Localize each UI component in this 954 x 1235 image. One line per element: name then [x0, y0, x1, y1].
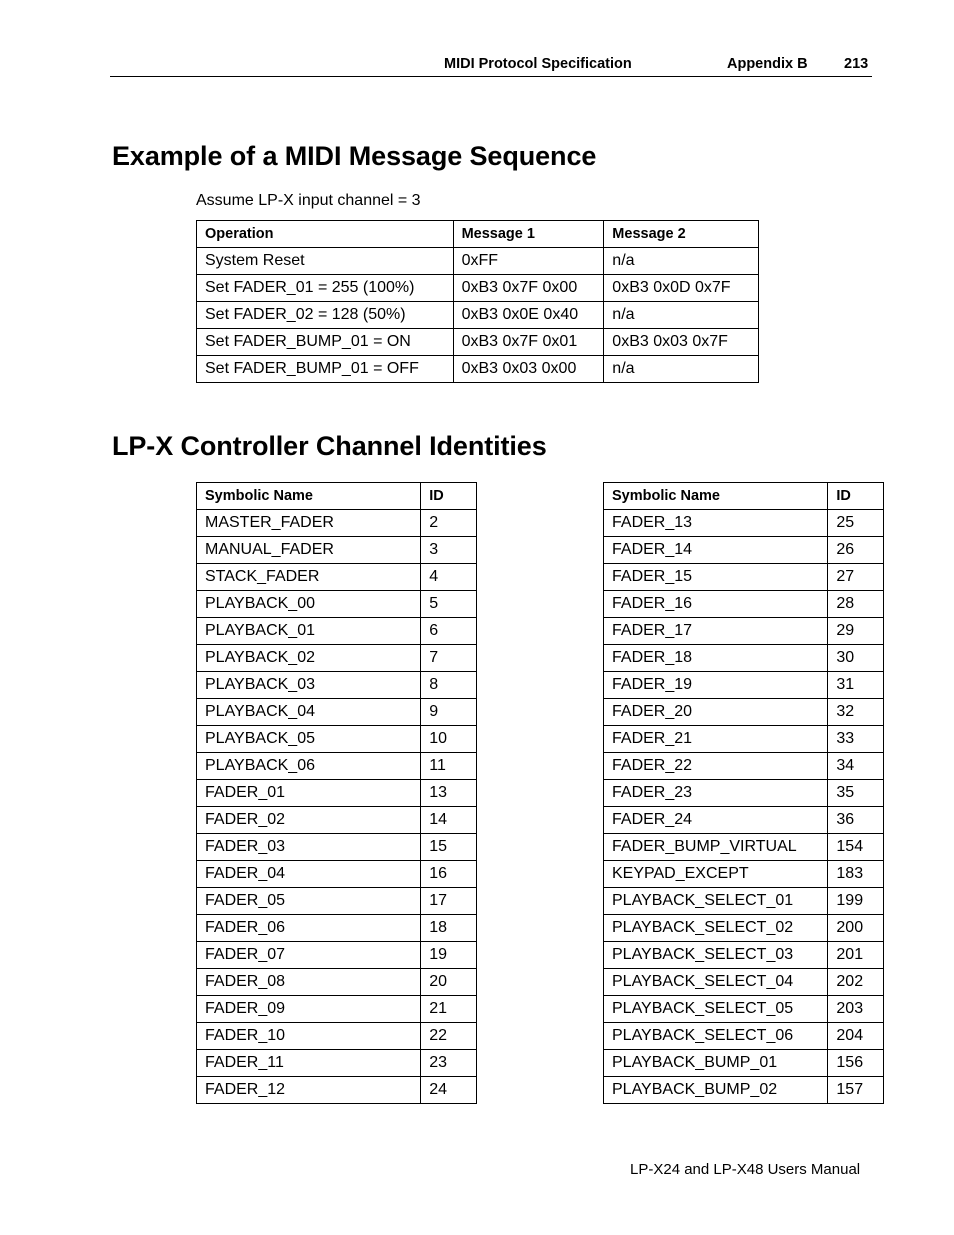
table-cell: 23 [421, 1050, 477, 1077]
table-row [197, 248, 759, 275]
table-row [197, 915, 477, 942]
table-row [604, 699, 884, 726]
table-cell: 204 [828, 1023, 884, 1050]
table-row [197, 942, 477, 969]
table-cell: 203 [828, 996, 884, 1023]
table-cell: FADER_21 [604, 726, 828, 753]
table-row [604, 1023, 884, 1050]
table-header-row [197, 483, 477, 510]
table-cell: 0xB3 0x03 0x7F [604, 329, 759, 356]
table-cell: 0xB3 0x7F 0x01 [453, 329, 604, 356]
table-row [604, 537, 884, 564]
table-cell: FADER_20 [604, 699, 828, 726]
table-cell: 22 [421, 1023, 477, 1050]
section-title-midi-sequence: Example of a MIDI Message Sequence [112, 141, 597, 171]
table-cell: FADER_19 [604, 672, 828, 699]
table-cell: 2 [421, 510, 477, 537]
table-cell: FADER_12 [197, 1077, 421, 1104]
table-cell: MANUAL_FADER [197, 537, 421, 564]
table-cell: 6 [421, 618, 477, 645]
table-row [197, 1023, 477, 1050]
table-row [197, 591, 477, 618]
table-row [604, 915, 884, 942]
table-cell: KEYPAD_EXCEPT [604, 861, 828, 888]
table-cell: 17 [421, 888, 477, 915]
table-row [604, 996, 884, 1023]
table-row [197, 888, 477, 915]
table-cell: 0xB3 0x7F 0x00 [453, 275, 604, 302]
table-cell: FADER_10 [197, 1023, 421, 1050]
table-cell: 34 [828, 753, 884, 780]
table-cell: 0xB3 0x0E 0x40 [453, 302, 604, 329]
table-cell: FADER_14 [604, 537, 828, 564]
table-cell: FADER_15 [604, 564, 828, 591]
table-row [197, 645, 477, 672]
table-cell: 18 [421, 915, 477, 942]
table-cell: 3 [421, 537, 477, 564]
table-cell: PLAYBACK_03 [197, 672, 421, 699]
column-header: Symbolic Name [604, 483, 828, 510]
table-row [604, 564, 884, 591]
table-cell: FADER_03 [197, 834, 421, 861]
table-cell: n/a [604, 356, 759, 383]
table-cell: Set FADER_02 = 128 (50%) [197, 302, 454, 329]
table-cell: STACK_FADER [197, 564, 421, 591]
column-header: Message 2 [604, 221, 759, 248]
table-row [604, 780, 884, 807]
table-row [197, 807, 477, 834]
table-cell: 21 [421, 996, 477, 1023]
table-row [604, 807, 884, 834]
table-row [604, 1050, 884, 1077]
table-cell: 10 [421, 726, 477, 753]
page-header [110, 56, 872, 77]
table-row [197, 699, 477, 726]
table-cell: System Reset [197, 248, 454, 275]
table-cell: 200 [828, 915, 884, 942]
table-cell: FADER_07 [197, 942, 421, 969]
table-row [197, 510, 477, 537]
table-cell: n/a [604, 248, 759, 275]
table-row [604, 672, 884, 699]
table-row [197, 672, 477, 699]
header-doc-title: MIDI Protocol Specification [444, 56, 632, 72]
table-cell: 7 [421, 645, 477, 672]
table-cell: FADER_01 [197, 780, 421, 807]
table-cell: 32 [828, 699, 884, 726]
table-cell: 26 [828, 537, 884, 564]
table-cell: FADER_06 [197, 915, 421, 942]
table-cell: FADER_02 [197, 807, 421, 834]
table-cell: PLAYBACK_BUMP_02 [604, 1077, 828, 1104]
table-cell: n/a [604, 302, 759, 329]
table-cell: 8 [421, 672, 477, 699]
table-cell: 9 [421, 699, 477, 726]
table-row [197, 996, 477, 1023]
table-cell: 30 [828, 645, 884, 672]
table-cell: FADER_24 [604, 807, 828, 834]
table-cell: 199 [828, 888, 884, 915]
table-cell: PLAYBACK_05 [197, 726, 421, 753]
table-cell: FADER_18 [604, 645, 828, 672]
table-row [604, 888, 884, 915]
table-cell: 31 [828, 672, 884, 699]
table-cell: 4 [421, 564, 477, 591]
table-cell: 0xFF [453, 248, 604, 275]
header-page-number: 213 [844, 56, 869, 72]
table-cell: 202 [828, 969, 884, 996]
table-row [197, 537, 477, 564]
table-cell: 29 [828, 618, 884, 645]
table-row [197, 329, 759, 356]
table-cell: FADER_13 [604, 510, 828, 537]
table-cell: PLAYBACK_SELECT_05 [604, 996, 828, 1023]
table-cell: 154 [828, 834, 884, 861]
table-header-row [604, 483, 884, 510]
table-cell: 156 [828, 1050, 884, 1077]
section-title-channel-identities: LP-X Controller Channel Identities [112, 431, 547, 461]
input-channel-assumption: Assume LP-X input channel = 3 [196, 192, 421, 209]
channel-id-table-right [603, 482, 884, 1104]
table-row [604, 618, 884, 645]
footer-manual-title: LP-X24 and LP-X48 Users Manual [630, 1161, 861, 1178]
table-row [197, 861, 477, 888]
column-header: Symbolic Name [197, 483, 421, 510]
table-cell: 11 [421, 753, 477, 780]
table-cell: 33 [828, 726, 884, 753]
table-cell: 19 [421, 942, 477, 969]
table-cell: FADER_04 [197, 861, 421, 888]
channel-id-table-left [196, 482, 477, 1104]
table-row [604, 645, 884, 672]
table-row [604, 591, 884, 618]
column-header: ID [828, 483, 884, 510]
table-row [197, 753, 477, 780]
table-row [197, 618, 477, 645]
table-cell: PLAYBACK_01 [197, 618, 421, 645]
table-row [604, 969, 884, 996]
table-cell: FADER_09 [197, 996, 421, 1023]
table-cell: Set FADER_01 = 255 (100%) [197, 275, 454, 302]
table-cell: PLAYBACK_SELECT_06 [604, 1023, 828, 1050]
table-cell: FADER_BUMP_VIRTUAL [604, 834, 828, 861]
table-cell: FADER_23 [604, 780, 828, 807]
table-cell: 13 [421, 780, 477, 807]
table-cell: PLAYBACK_04 [197, 699, 421, 726]
table-cell: PLAYBACK_SELECT_01 [604, 888, 828, 915]
table-cell: 35 [828, 780, 884, 807]
table-cell: 157 [828, 1077, 884, 1104]
table-row [197, 1050, 477, 1077]
table-cell: 36 [828, 807, 884, 834]
table-cell: 24 [421, 1077, 477, 1104]
table-row [197, 1077, 477, 1104]
table-cell: PLAYBACK_SELECT_03 [604, 942, 828, 969]
table-cell: FADER_08 [197, 969, 421, 996]
table-row [197, 302, 759, 329]
column-header: Message 1 [453, 221, 604, 248]
table-cell: 5 [421, 591, 477, 618]
table-cell: PLAYBACK_SELECT_04 [604, 969, 828, 996]
table-row [197, 834, 477, 861]
table-cell: 0xB3 0x03 0x00 [453, 356, 604, 383]
table-cell: 27 [828, 564, 884, 591]
table-row [604, 726, 884, 753]
table-cell: MASTER_FADER [197, 510, 421, 537]
table-cell: PLAYBACK_SELECT_02 [604, 915, 828, 942]
table-cell: 14 [421, 807, 477, 834]
table-header-row [197, 221, 759, 248]
table-cell: 16 [421, 861, 477, 888]
table-row [604, 1077, 884, 1104]
table-cell: 15 [421, 834, 477, 861]
table-row [197, 564, 477, 591]
table-cell: 28 [828, 591, 884, 618]
table-row [197, 780, 477, 807]
header-appendix: Appendix B [727, 56, 808, 72]
table-cell: FADER_05 [197, 888, 421, 915]
table-cell: FADER_16 [604, 591, 828, 618]
table-row [197, 275, 759, 302]
table-cell: FADER_17 [604, 618, 828, 645]
midi-message-table [196, 220, 759, 383]
table-cell: FADER_22 [604, 753, 828, 780]
table-cell: 25 [828, 510, 884, 537]
table-row [604, 834, 884, 861]
table-row [197, 356, 759, 383]
table-row [604, 861, 884, 888]
column-header: ID [421, 483, 477, 510]
table-cell: PLAYBACK_BUMP_01 [604, 1050, 828, 1077]
table-cell: Set FADER_BUMP_01 = ON [197, 329, 454, 356]
table-cell: 201 [828, 942, 884, 969]
table-cell: PLAYBACK_00 [197, 591, 421, 618]
table-row [604, 510, 884, 537]
table-cell: 20 [421, 969, 477, 996]
table-cell: FADER_11 [197, 1050, 421, 1077]
table-row [604, 942, 884, 969]
table-row [197, 969, 477, 996]
table-cell: Set FADER_BUMP_01 = OFF [197, 356, 454, 383]
table-cell: 183 [828, 861, 884, 888]
column-header: Operation [197, 221, 454, 248]
table-cell: PLAYBACK_06 [197, 753, 421, 780]
table-row [604, 753, 884, 780]
table-cell: PLAYBACK_02 [197, 645, 421, 672]
table-cell: 0xB3 0x0D 0x7F [604, 275, 759, 302]
table-row [197, 726, 477, 753]
